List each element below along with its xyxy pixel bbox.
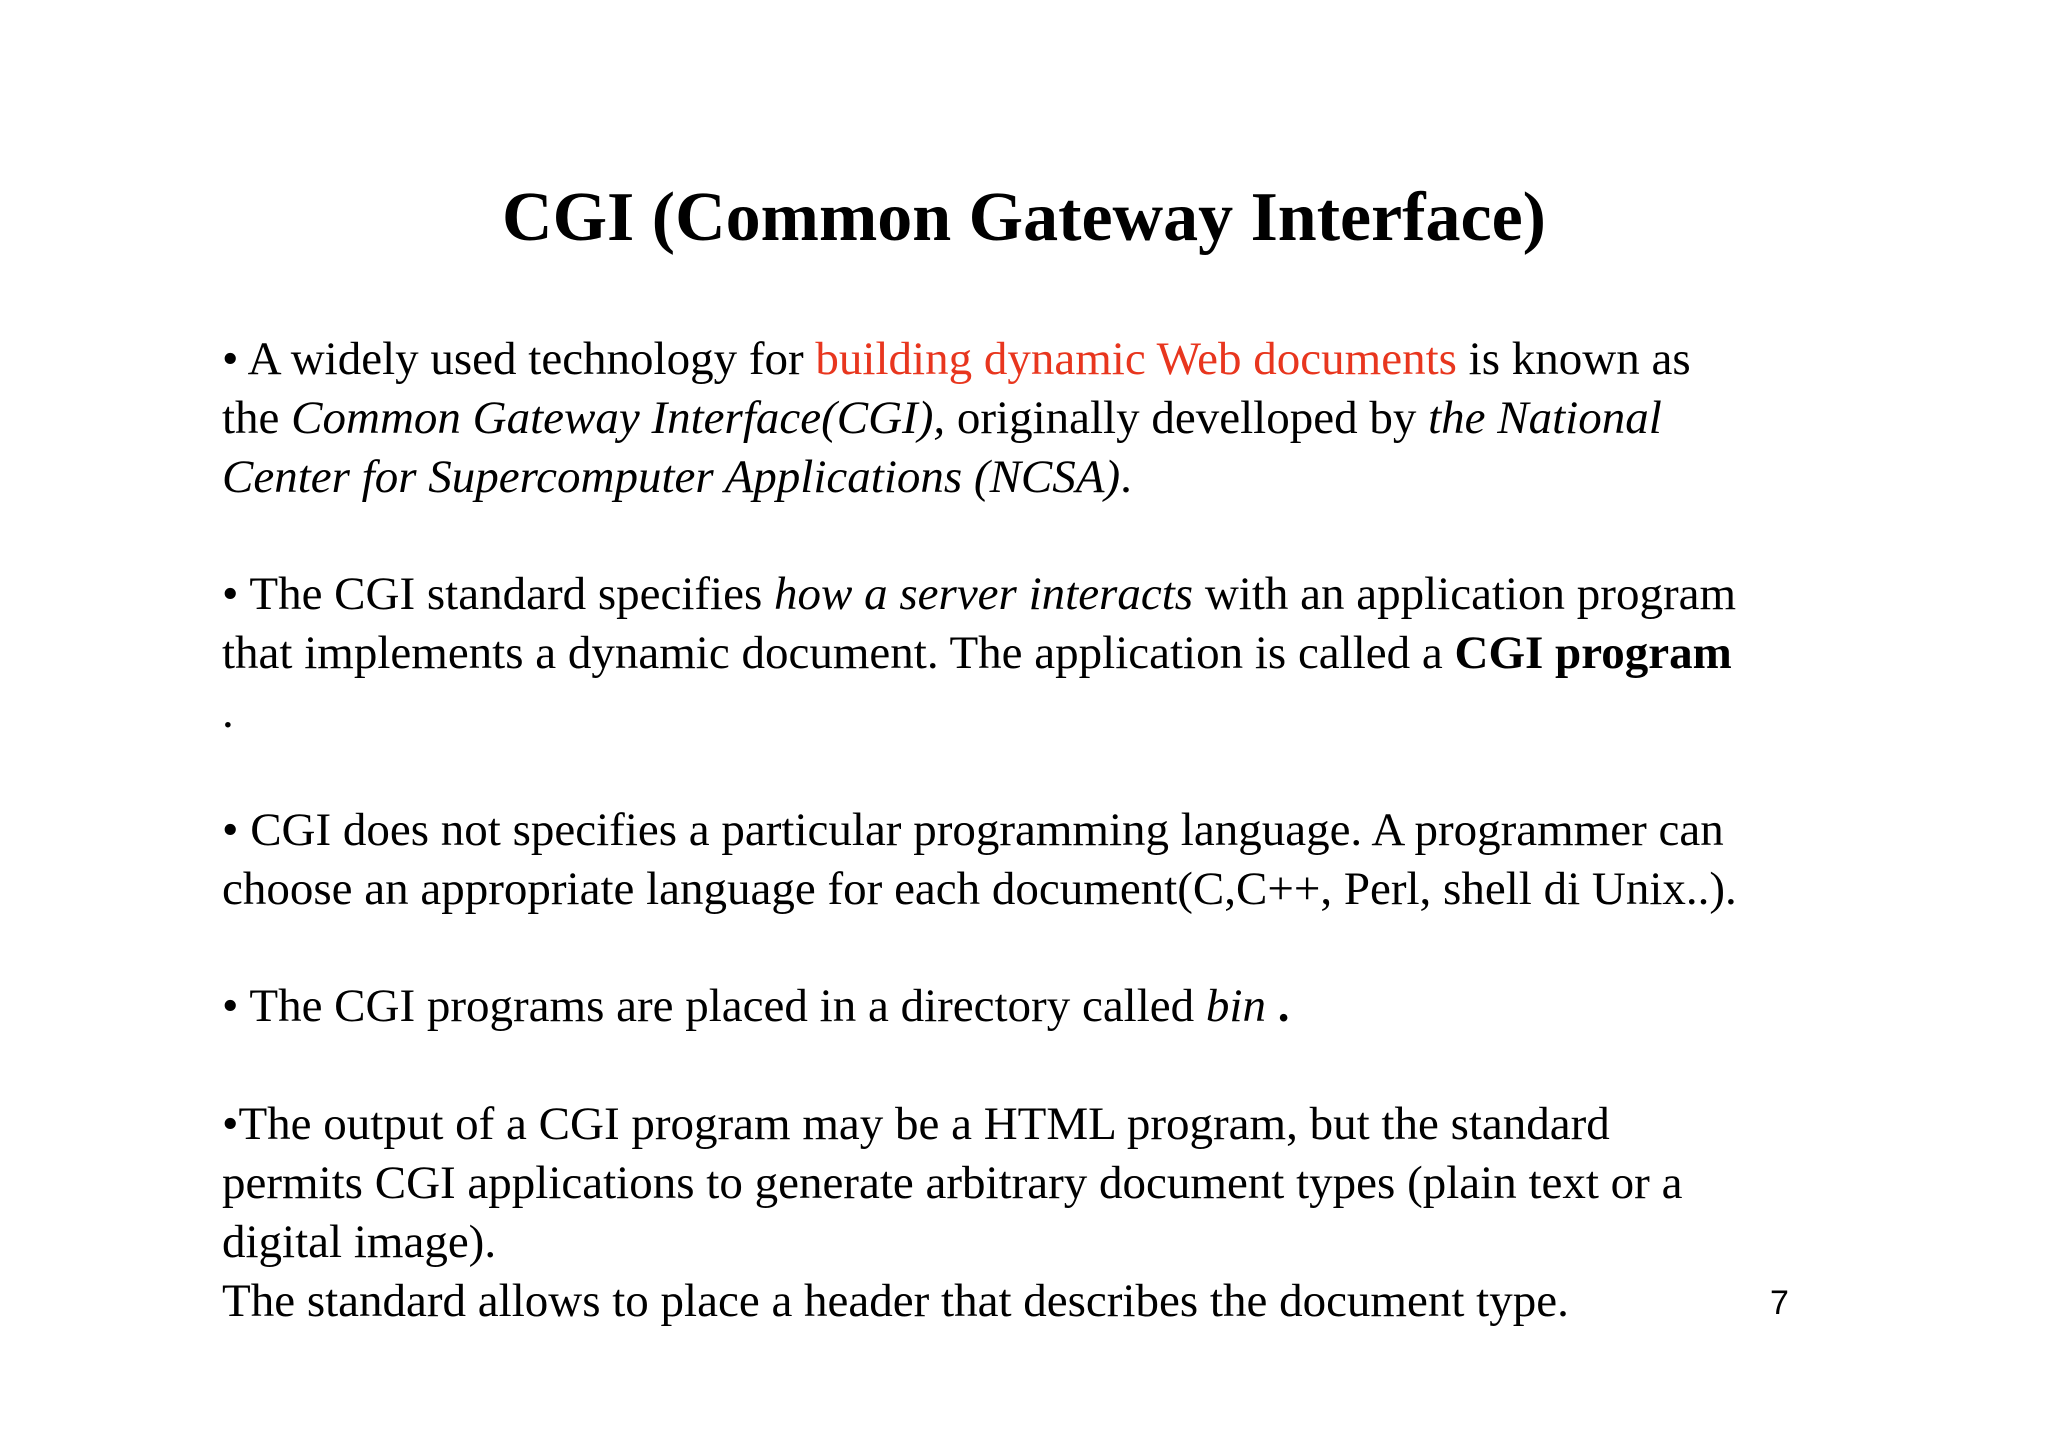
bullet-line: digital image). <box>222 1216 497 1268</box>
bullet-line: • The CGI standard specifies how a server interacts with an application program <box>222 568 1737 620</box>
bullet-line: permits CGI applications to generate arbitrary document types (plain text or a <box>222 1157 1683 1209</box>
page-number: 7 <box>1770 1284 1789 1322</box>
bullet-line: • CGI does not specifies a particular programming language. A programmer can <box>222 804 1724 856</box>
bullet-line: the Common Gateway Interface(CGI), originally develloped by the National <box>222 392 1662 444</box>
bullet-cgi-standard <box>222 565 1736 742</box>
bullet-programming-language <box>222 801 1737 919</box>
bullet-line: The standard allows to place a header that describes the document type. <box>222 1275 1569 1327</box>
bullet-line: • A widely used technology for building dynamic Web documents is known as <box>222 333 1691 385</box>
bullet-cgi-output <box>222 1095 1682 1331</box>
bullet-bin-directory <box>222 977 1289 1036</box>
bold-term: CGI program <box>1454 627 1732 679</box>
bullet-line: •The output of a CGI program may be a HTML program, but the standard <box>222 1098 1610 1150</box>
bullet-line: . <box>222 686 234 738</box>
slide-title: CGI (Common Gateway Interface) <box>502 179 1546 256</box>
bullet-line: Center for Supercomputer Applications (NCSA). <box>222 451 1132 503</box>
bullet-cgi-definition <box>222 330 1691 507</box>
bullet-line: • The CGI programs are placed in a directory called bin . <box>222 980 1290 1032</box>
bullet-line: that implements a dynamic document. The application is called a CGI program <box>222 627 1732 679</box>
bullet-line: choose an appropriate language for each document(C,C++, Perl, shell di Unix..). <box>222 863 1737 915</box>
highlighted-phrase: building dynamic Web documents <box>815 333 1457 385</box>
